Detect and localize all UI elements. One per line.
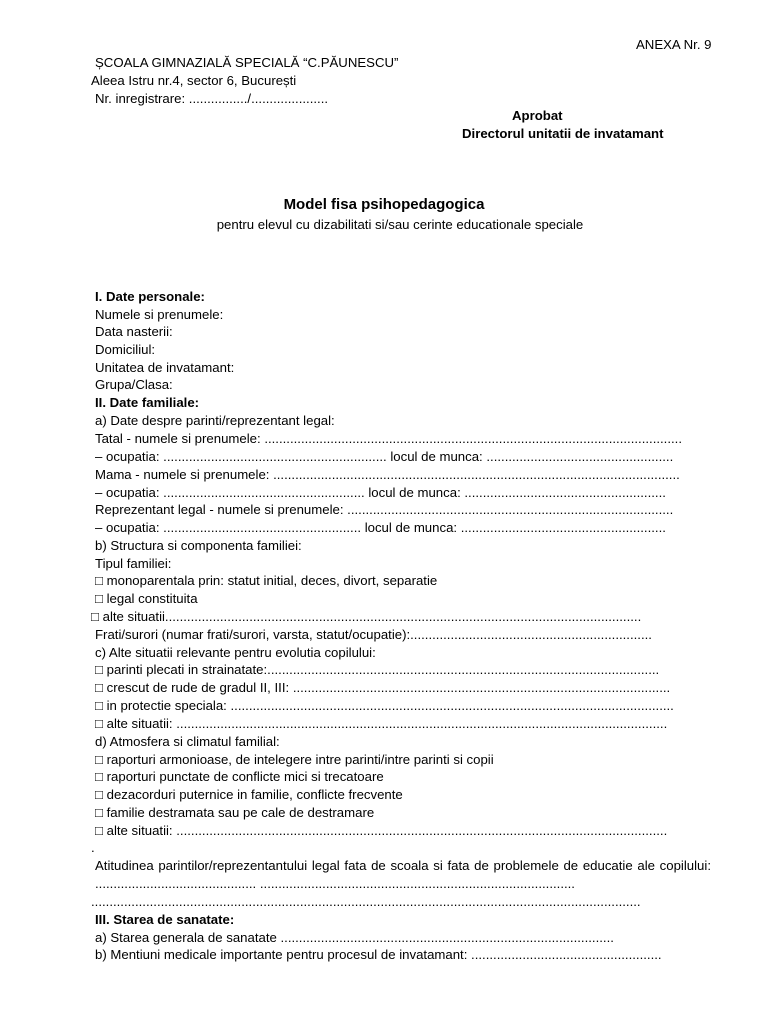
form-title: Model fisa psihopedagogica — [283, 196, 485, 213]
section2-heading: II. Date familiale: — [95, 395, 200, 410]
checkbox-option: □ dezacorduri puternice in familie, conflicte frecvente — [95, 787, 403, 802]
school-address: Aleea Istru nr.4, sector 6, București — [91, 73, 297, 88]
field-name: Numele si prenumele: — [95, 307, 224, 322]
siblings-line: Frati/surori (numar frati/surori, varsta, statut/ocupatie):.................................................................. — [95, 627, 652, 642]
checkbox-option: □ legal constituita — [95, 591, 198, 606]
director-label: Directorul unitatii de invatamant — [462, 126, 664, 141]
general-health-line: a) Starea generala de sanatate ........................................................................................... — [95, 930, 614, 945]
section3-heading: III. Starea de sanatate: — [95, 912, 235, 927]
medical-notes-line: b) Mentiuni medicale importante pentru procesul de invatamant: .................................................... — [95, 947, 662, 962]
registration-number: Nr. inregistrare: ................/..................... — [95, 91, 329, 106]
field-class: Grupa/Clasa: — [95, 377, 173, 392]
field-school: Unitatea de invatamant: — [95, 360, 235, 375]
form-subtitle: pentru elevul cu dizabilitati si/sau cerinte educationale speciale — [216, 217, 584, 232]
section2b-heading: b) Structura si componenta familiei: — [95, 538, 302, 553]
stray-period: . — [91, 840, 95, 855]
checkbox-option: □ raporturi armonioase, de intelegere intre parinti/intre parinti si copii — [95, 752, 494, 767]
checkbox-option: □ monoparentala prin: statut initial, deces, divort, separatie — [95, 573, 438, 588]
checkbox-option: □ alte situatii: ...................................................................................................................................... — [95, 823, 668, 838]
section2d-heading: d) Atmosfera si climatul familial: — [95, 734, 280, 749]
parents-attitude-paragraph: Atitudinea parintilor/reprezentantului legal fata de scoala si fata de problemele de educatie ale copilului: ............................................ ...................................................................................... — [95, 858, 711, 891]
checkbox-option-other: □ alte situatii.................................................................................................................................. — [91, 609, 642, 624]
checkbox-option: □ in protectie speciala: ......................................................................................................................... — [95, 698, 674, 713]
checkbox-option: □ familie destramata sau pe cale de destramare — [95, 805, 375, 820]
mother-name-line: Mama - numele si prenumele: ............................................................................................................... — [95, 467, 680, 482]
section1-heading: I. Date personale: — [95, 289, 205, 304]
father-name-line: Tatal - numele si prenumele: .................................................................................................................. — [95, 431, 683, 446]
checkbox-option: □ parinti plecati in strainatate:........................................................................................................... — [95, 662, 660, 677]
annex-label: ANEXA Nr. 9 — [636, 37, 712, 52]
field-birthdate: Data nasterii: — [95, 324, 173, 339]
field-address: Domiciliul: — [95, 342, 156, 357]
checkbox-option: □ raporturi punctate de conflicte mici si trecatoare — [95, 769, 384, 784]
school-name: ȘCOALA GIMNAZIALĂ SPECIALĂ “C.PĂUNESCU” — [95, 55, 399, 70]
section2c-heading: c) Alte situatii relevante pentru evolutia copilului: — [95, 645, 376, 660]
section2a-heading: a) Date despre parinti/reprezentant legal: — [95, 413, 335, 428]
parents-attitude-line: ...................................................................................................................................................... — [91, 894, 641, 909]
checkbox-option: □ alte situatii: ...................................................................................................................................... — [95, 716, 668, 731]
legal-rep-name-line: Reprezentant legal - numele si prenumele: ......................................................................................... — [95, 502, 674, 517]
legal-rep-job-line: – ocupatia: ...................................................... locul de munca: ........................................................ — [95, 520, 666, 535]
father-job-line: – ocupatia: ............................................................. locul de munca: ................................................... — [95, 449, 674, 464]
checkbox-option: □ crescut de rude de gradul II, III: ....................................................................................................... — [95, 680, 671, 695]
family-type-label: Tipul familiei: — [95, 556, 172, 571]
mother-job-line: – ocupatia: ....................................................... locul de munca: ....................................................... — [95, 485, 666, 500]
approval-label: Aprobat — [512, 108, 563, 123]
